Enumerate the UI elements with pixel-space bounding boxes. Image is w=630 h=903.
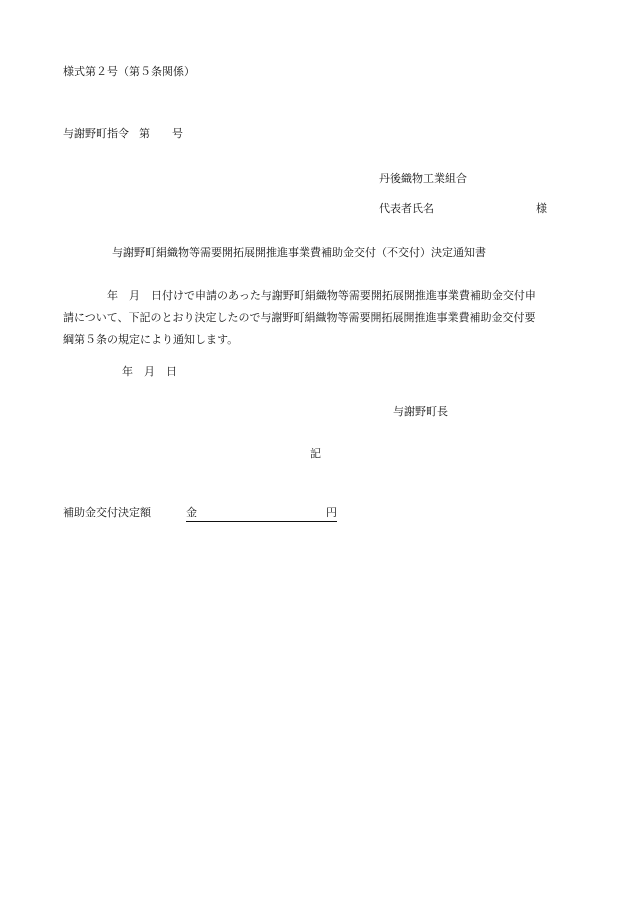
directive-number — [63, 126, 183, 142]
amount-prefix: 金 — [186, 506, 197, 519]
ki-heading: 記 — [310, 447, 321, 460]
directive-label: 与謝野町指令 — [63, 127, 129, 140]
body-line-1: 年 月 日付けで申請のあった与謝野町絹織物等需要開拓展開推進事業費補助金交付申 — [107, 289, 536, 302]
amount-suffix: 円 — [326, 506, 337, 519]
body-line-2: 請について、下記のとおり決定したので与謝野町絹織物等需要開拓展開推進事業費補助金交付要 — [63, 311, 536, 324]
honorific: 様 — [536, 202, 547, 215]
document-title: 与謝野町絹織物等需要開拓展開推進事業費補助金交付（不交付）決定通知書 — [112, 246, 486, 259]
body-line-3: 綱第５条の規定により通知します。 — [63, 333, 239, 346]
addressee-organization: 丹後織物工業組合 — [379, 172, 467, 185]
amount-label: 補助金交付決定額 — [63, 506, 151, 519]
form-number: 様式第２号（第５条関係） — [63, 65, 195, 78]
directive-dai: 第 — [139, 127, 150, 140]
issuer-name: 与謝野町長 — [393, 405, 448, 418]
directive-go: 号 — [172, 127, 183, 140]
representative-name-label: 代表者氏名 — [379, 202, 434, 215]
issue-date: 年 月 日 — [122, 365, 177, 378]
amount-field — [186, 505, 337, 522]
